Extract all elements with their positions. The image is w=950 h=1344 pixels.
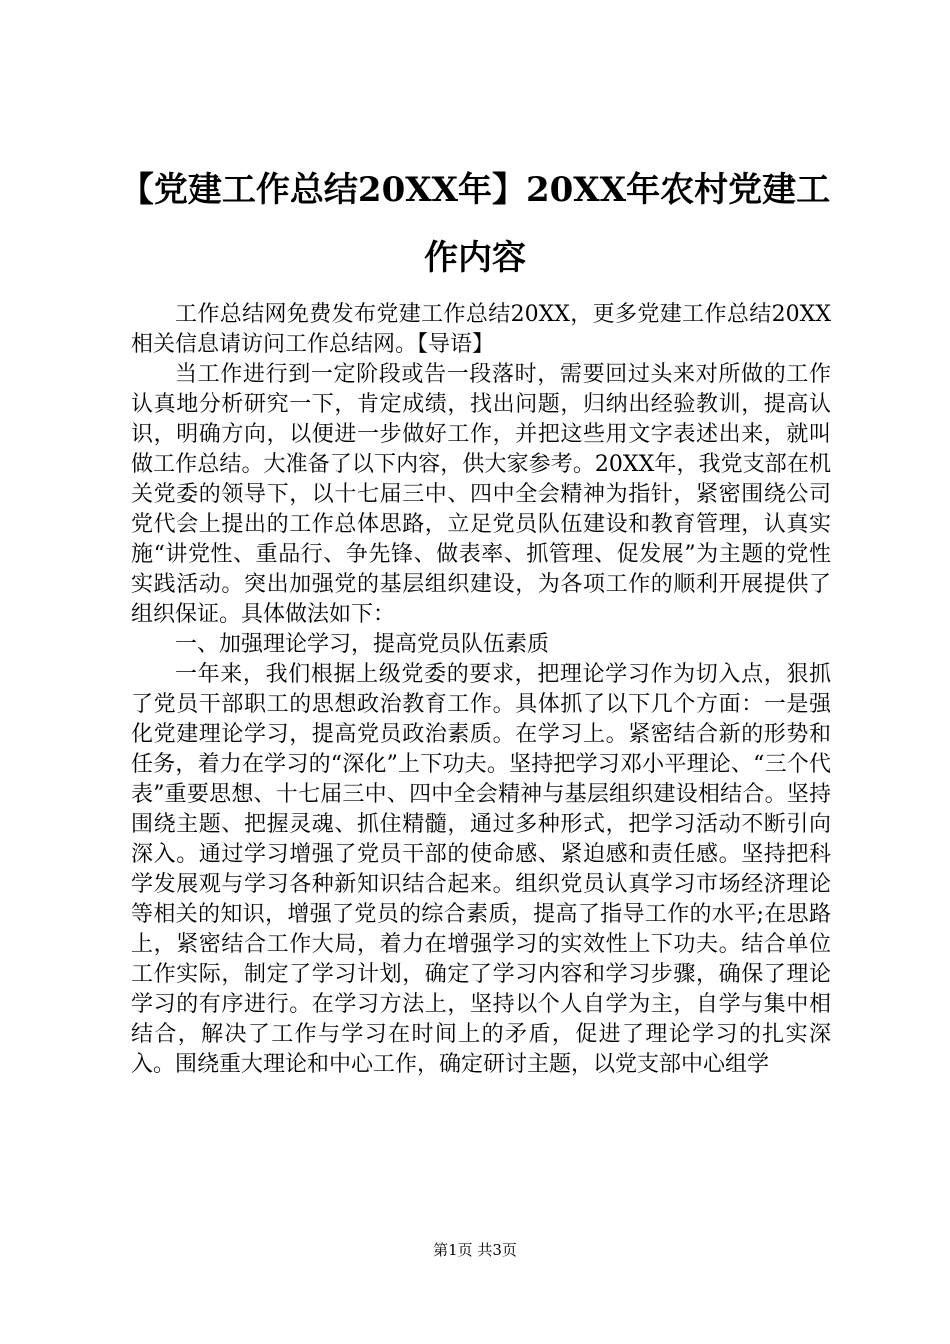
paragraph-theory-study: 一年来，我们根据上级党委的要求，把理论学习作为切入点，狠抓了党员干部职工的思想政治教育工作。具体抓了以下几个方面：一是强化党建理论学习，提高党员政治素质。在学习上。紧密结合新的形势和任务，着力在学习的“深化”上下功夫。坚持把学习邓小平理论、“三个代表”重要思想、十七届三中、四中全会精神与基层组织建设相结合。坚持围绕主题、把握灵魂、抓住精髓，通过多种形式，把学习活动不断引向深入。通过学习增强了党员干部的使命感、紧迫感和责任感。坚持把科学发展观与学习各种新知识结合起来。组织党员认真学习市场经济理论等相关的知识，增强了党员的综合素质，提高了指导工作的水平;在思路上，紧密结合工作大局，着力在增强学习的实效性上下功夫。结合单位工作实际，制定了学习计划，确定了学习内容和学习步骤，确保了理论学习的有序进行。在学习方法上，坚持以个人自学为主，自学与集中相结合，解决了工作与学习在时间上的矛盾，促进了理论学习的扎实深入。围绕重大理论和中心工作，确定研讨主题，以党支部中心组学 bbox=[131, 662, 831, 1077]
section-heading-1: 一、加强理论学习，提高党员队伍素质 bbox=[175, 632, 550, 657]
page-footer: 第1页 共3页 bbox=[433, 1241, 517, 1259]
paragraph-intro: 工作总结网免费发布党建工作总结20XX，更多党建工作总结20XX相关信息请访问工作总结网。【导语】 bbox=[131, 302, 831, 357]
document-body bbox=[131, 300, 831, 1080]
paragraph-summary: 当工作进行到一定阶段或告一段落时，需要回过头来对所做的工作认真地分析研究一下，肯定成绩，找出问题，归纳出经验教训，提高认识，明确方向，以便进一步做好工作，并把这些用文字表述出来，就叫做工作总结。大准备了以下内容，供大家参考。20XX年，我党支部在机关党委的领导下，以十七届三中、四中全会精神为指针，紧密围绕公司党代会上提出的工作总体思路，立足党员队伍建设和教育管理，认真实施“讲党性、重品行、争先锋、做表率、抓管理、促发展”为主题的党性实践活动。突出加强党的基层组织建设，为各项工作的顺利开展提供了组织保证。具体做法如下： bbox=[131, 362, 831, 627]
document-title: 【党建工作总结20XX年】20XX年农村党建工作内容 bbox=[119, 170, 831, 278]
